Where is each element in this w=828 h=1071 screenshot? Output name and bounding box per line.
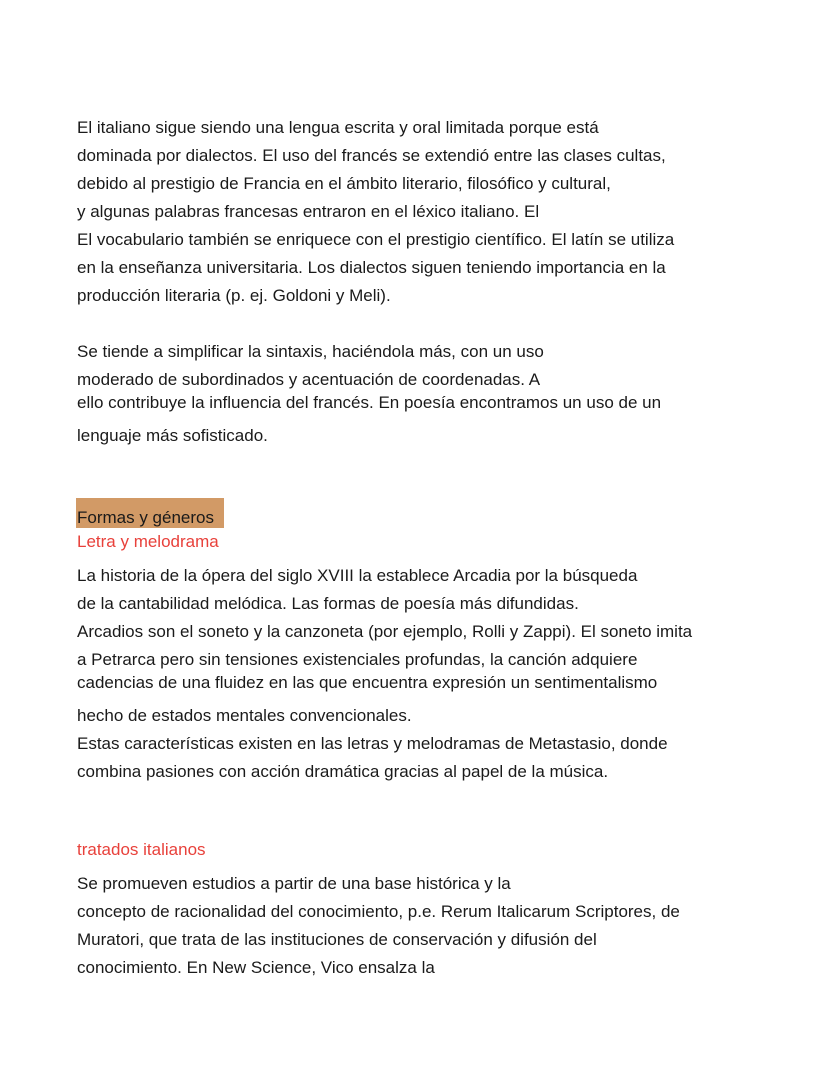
paragraph-4-line: Se promueven estudios a partir de una base histórica y la	[77, 874, 511, 893]
paragraph-2-line: moderado de subordinados y acentuación de coordenadas. A	[77, 370, 541, 389]
paragraph-3-line: combina pasiones con acción dramática gracias al papel de la música.	[77, 762, 609, 781]
paragraph-3-line: La historia de la ópera del siglo XVIII la establece Arcadia por la búsqueda	[77, 566, 638, 585]
subheading-tratados-italianos: tratados italianos	[77, 840, 206, 859]
paragraph-3-line: cadencias de una fluidez en las que encuentra expresión un sentimentalismo	[77, 673, 658, 692]
paragraph-1-line: producción literaria (p. ej. Goldoni y Meli).	[77, 286, 391, 305]
paragraph-1-line: en la enseñanza universitaria. Los dialectos siguen teniendo importancia en la	[77, 258, 666, 277]
paragraph-2-line: ello contribuye la influencia del francés. En poesía encontramos un uso de un	[77, 393, 662, 412]
paragraph-4-line: concepto de racionalidad del conocimiento, p.e. Rerum Italicarum Scriptores, de	[77, 902, 680, 921]
paragraph-1-line: dominada por dialectos. El uso del francés se extendió entre las clases cultas,	[77, 146, 666, 165]
paragraph-3-line: Estas características existen en las letras y melodramas de Metastasio, donde	[77, 734, 668, 753]
paragraph-1-line: El italiano sigue siendo una lengua escrita y oral limitada porque está	[77, 118, 599, 137]
paragraph-1-line: y algunas palabras francesas entraron en el léxico italiano. El	[77, 202, 540, 221]
section-heading: Formas y géneros	[77, 508, 214, 527]
paragraph-3-line: hecho de estados mentales convencionales.	[77, 706, 412, 725]
subheading-letra-melodrama: Letra y melodrama	[77, 532, 219, 551]
paragraph-2-line: Se tiende a simplificar la sintaxis, haciéndola más, con un uso	[77, 342, 544, 361]
paragraph-1-line: El vocabulario también se enriquece con el prestigio científico. El latín se utiliza	[77, 230, 675, 249]
paragraph-3-line: Arcadios son el soneto y la canzoneta (por ejemplo, Rolli y Zappi). El soneto imita	[77, 622, 693, 641]
paragraph-4-line: Muratori, que trata de las instituciones de conservación y difusión del	[77, 930, 597, 949]
paragraph-4-line: conocimiento. En New Science, Vico ensalza la	[77, 958, 435, 977]
paragraph-1-line: debido al prestigio de Francia en el ámbito literario, filosófico y cultural,	[77, 174, 611, 193]
paragraph-3-line: de la cantabilidad melódica. Las formas de poesía más difundidas.	[77, 594, 579, 613]
paragraph-3-line: a Petrarca pero sin tensiones existenciales profundas, la canción adquiere	[77, 650, 638, 669]
paragraph-2-line: lenguaje más sofisticado.	[77, 426, 268, 445]
